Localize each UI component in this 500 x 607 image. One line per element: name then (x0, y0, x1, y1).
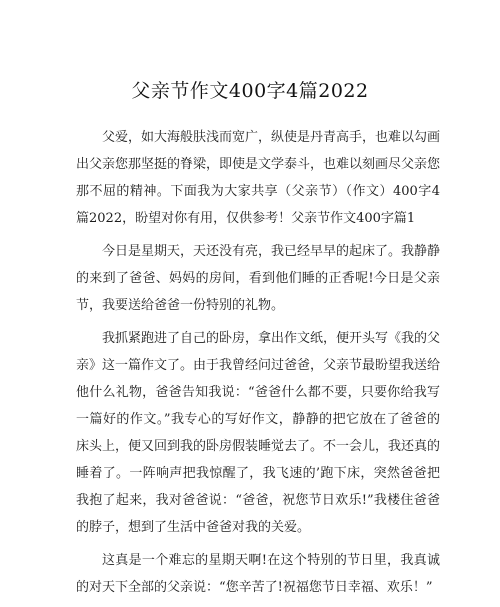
paragraph-1: 父爱，如大海般肤浅而宽广，纵使是丹青高手，也难以勾画出父亲您那坚挺的脊梁，即使是文学泰斗，也难以刻画尽父亲您那不屈的精神。下面我为大家共享（父亲节）（作文）400字4篇2022，盼望对你有用，仅供参考！父亲节作文400字篇1 (76, 130, 441, 226)
document-title: 父亲节作文400字4篇2022 (131, 80, 369, 102)
paragraph-3: 我抓紧跑进了自己的卧房，拿出作文纸，便开头写《我的父亲》这一篇作文了。由于我曾经问过爸爸，父亲节最盼望我送给他什么礼物，爸爸告知我说：“爸爸什么都不要，只要你给我写一篇好的作文。”我专心的写好作文，静静的把它放在了爸爸的床头上，便又回到我的卧房假装睡觉去了。不一会儿，我还真的睡着了。一阵响声把我惊醒了，我飞速的’跑下床，突然爸爸把我抱了起来，我对爸爸说：“爸爸，祝您节日欢乐!”我楼住爸爸的脖子，想到了生活中爸爸对我的关爱。 (76, 331, 441, 535)
paragraph-4: 这真是一个难忘的星期天啊!在这个特别的节日里，我真诚的对天下全部的父亲说：“您辛苦了!祝福您节日幸福、欢乐！” (76, 553, 440, 595)
paragraph-2: 今日是星期天，天还没有亮，我已经早早的起床了。我静静的来到了爸爸、妈妈的房间，看到他们睡的正香呢!今日是父亲节，我要送给爸爸一份特别的礼物。 (76, 244, 441, 313)
document-body (76, 124, 440, 607)
